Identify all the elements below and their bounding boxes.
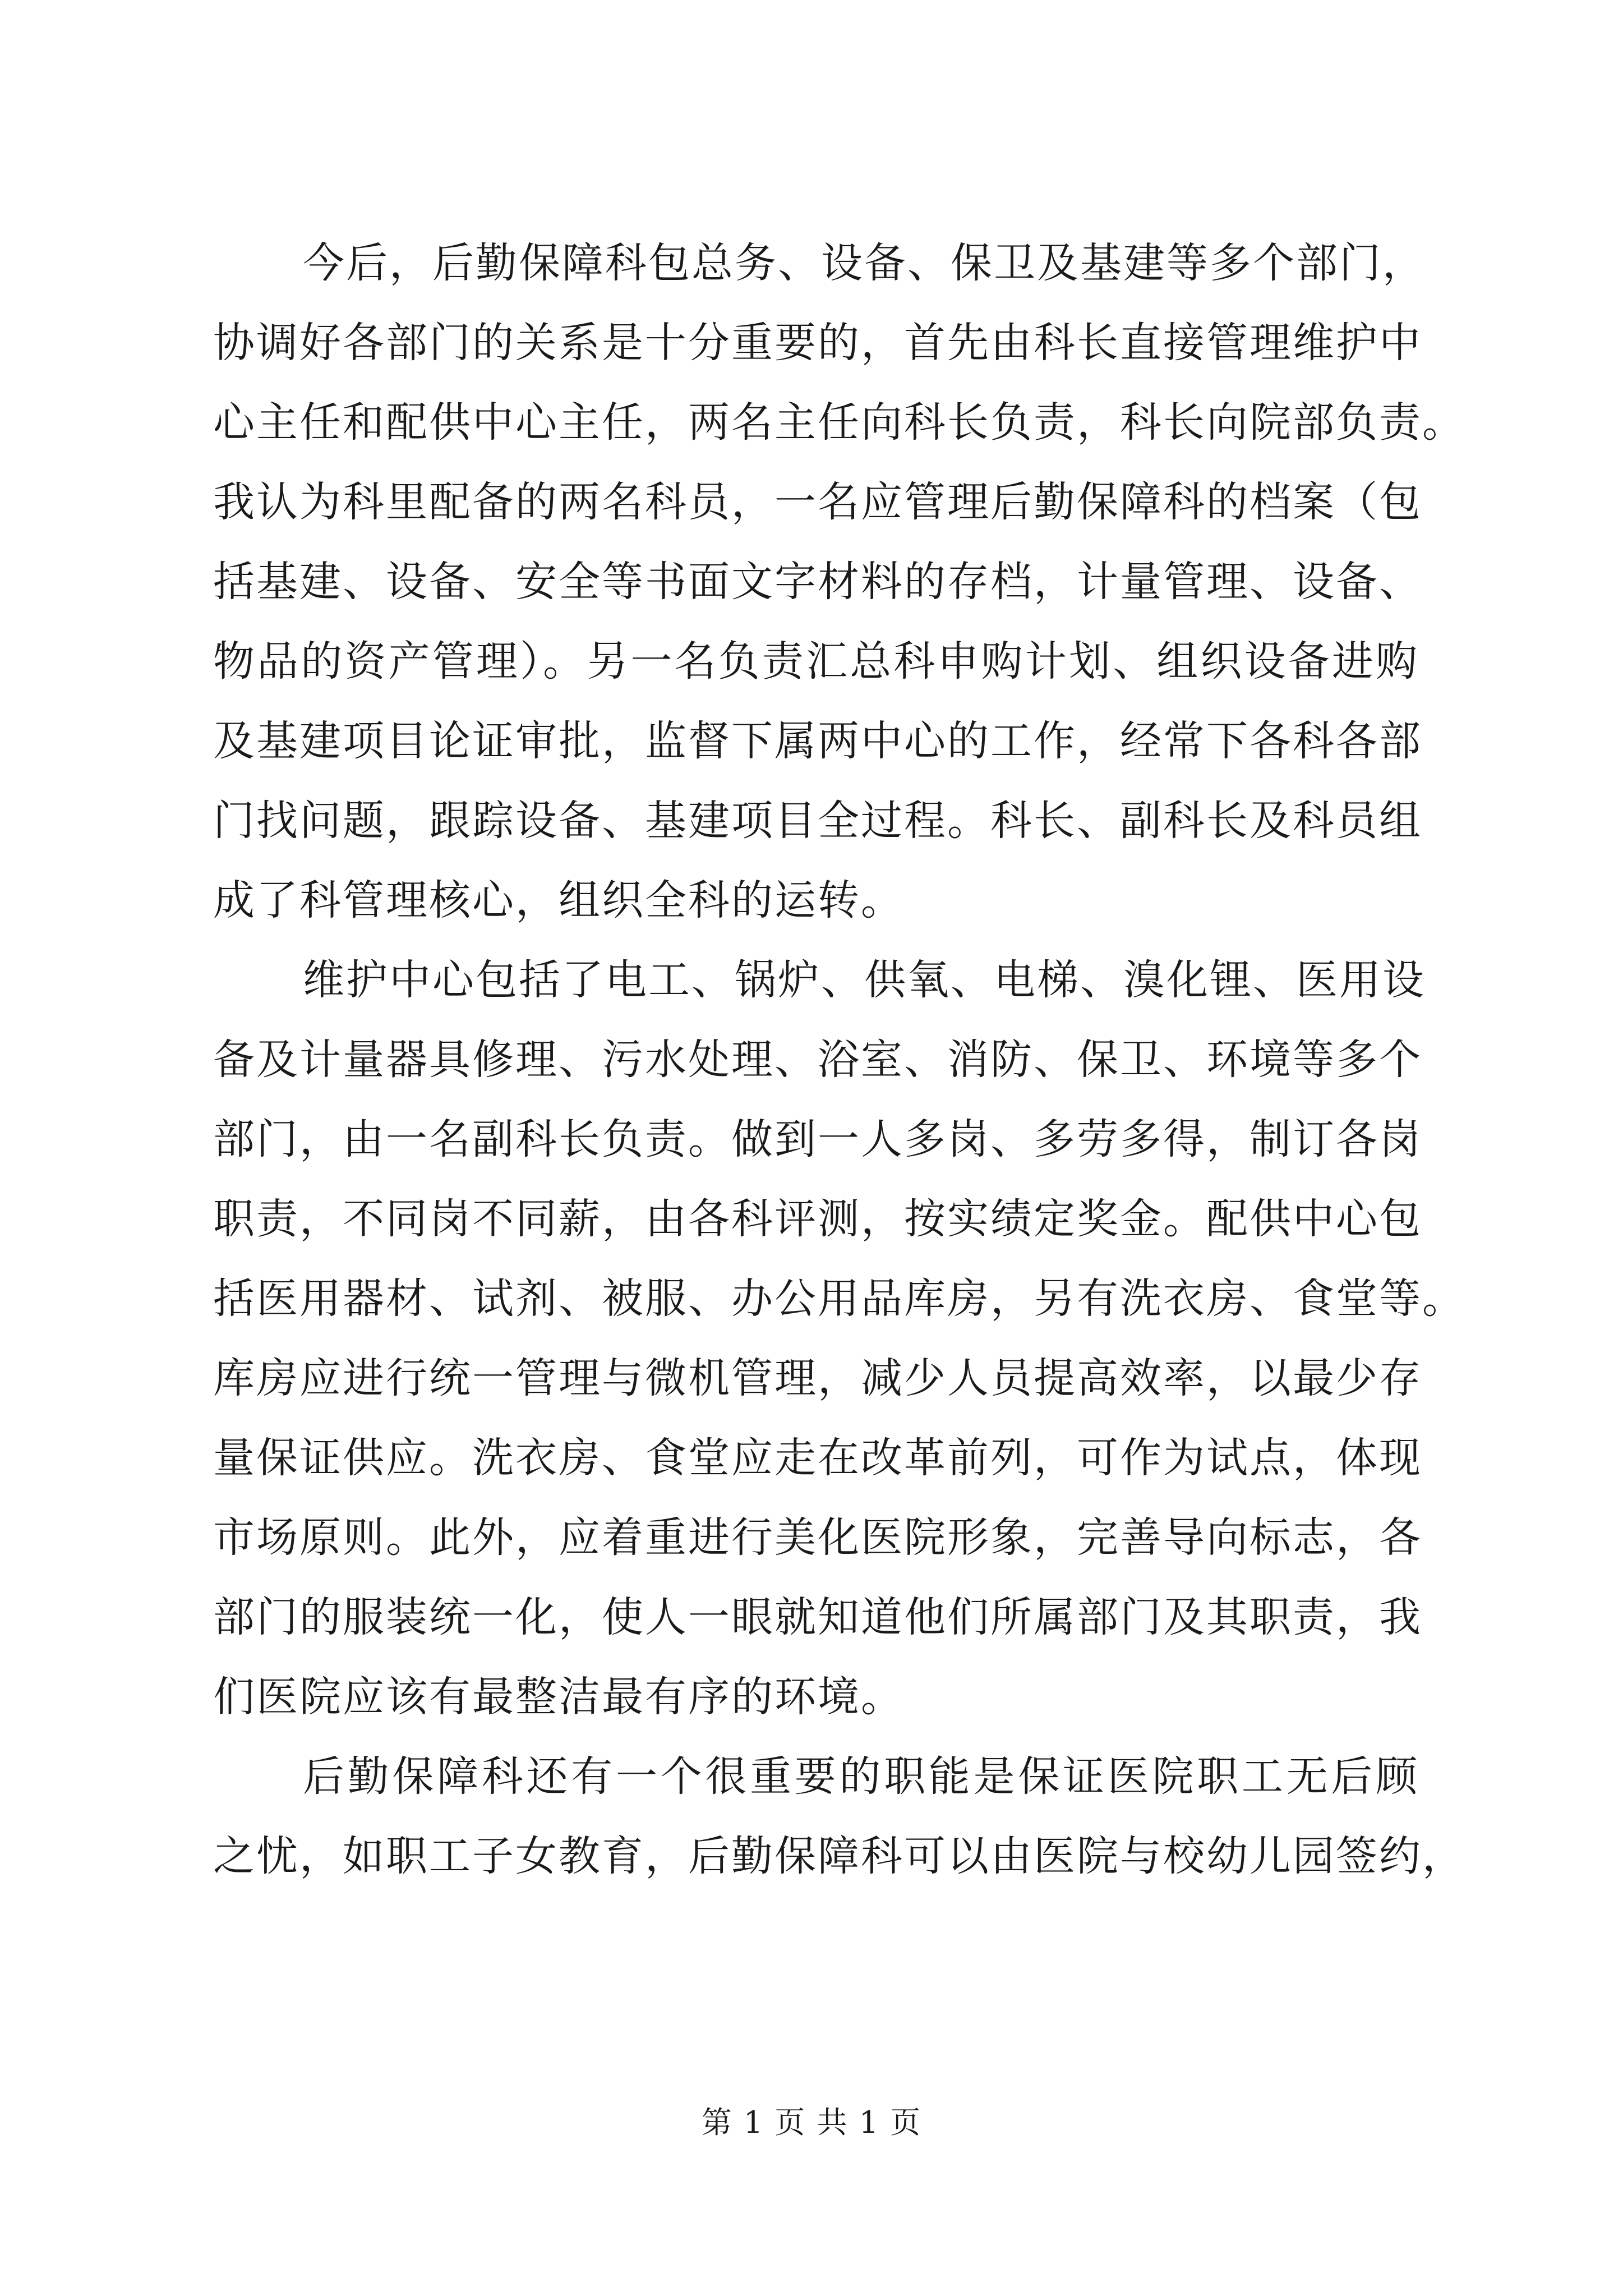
text-line: 物品的资产管理）。另一名负责汇总科申购计划、组织设备进购 xyxy=(213,637,1419,685)
text-line: 部门的服装统一化，使人一眼就知道他们所属部门及其职责，我 xyxy=(213,1593,1422,1641)
text-line: 维护中心包括了电工、锅炉、供氧、电梯、溴化锂、医用设 xyxy=(303,956,1426,1004)
text-line: 括基建、设备、安全等书面文字材料的存档，计量管理、设备、 xyxy=(213,558,1422,606)
page-footer: 第 1 页 共 1 页 xyxy=(701,2105,922,2140)
text-line: 括医用器材、试剂、被服、办公用品库房，另有洗衣房、食堂等。 xyxy=(213,1274,1465,1323)
text-line: 后勤保障科还有一个很重要的职能是保证医院职工无后顾 xyxy=(303,1752,1419,1801)
text-line: 之忧，如职工子女教育，后勤保障科可以由医院与校幼儿园签约， xyxy=(213,1832,1465,1880)
text-line: 量保证供应。洗衣房、食堂应走在改革前列，可作为试点，体现 xyxy=(213,1434,1422,1482)
text-line: 及基建项目论证审批，监督下属两中心的工作，经常下各科各部 xyxy=(213,717,1422,765)
paragraph-1 xyxy=(213,223,1465,940)
text-line: 库房应进行统一管理与微机管理，减少人员提高效率，以最少存 xyxy=(213,1354,1422,1402)
text-line: 我认为科里配备的两名科员，一名应管理后勤保障科的档案（包 xyxy=(213,478,1422,526)
text-line: 职责，不同岗不同薪，由各科评测，按实绩定奖金。配供中心包 xyxy=(213,1195,1422,1243)
text-line: 成了科管理核心，组织全科的运转。 xyxy=(213,876,904,924)
text-line: 们医院应该有最整洁最有序的环境。 xyxy=(213,1673,904,1721)
paragraph-3 xyxy=(213,1737,1465,1896)
paragraph-2 xyxy=(213,940,1465,1737)
text-line: 今后，后勤保障科包总务、设备、保卫及基建等多个部门， xyxy=(303,239,1426,287)
text-line: 门找问题，跟踪设备、基建项目全过程。科长、副科长及科员组 xyxy=(213,797,1422,845)
text-line: 协调好各部门的关系是十分重要的，首先由科长直接管理维护中 xyxy=(213,319,1422,367)
text-line: 市场原则。此外，应着重进行美化医院形象，完善导向标志，各 xyxy=(213,1513,1422,1562)
document-body xyxy=(213,223,1465,1896)
text-line: 备及计量器具修理、污水处理、浴室、消防、保卫、环境等多个 xyxy=(213,1036,1422,1084)
text-line: 部门，由一名副科长负责。做到一人多岗、多劳多得，制订各岗 xyxy=(213,1115,1422,1163)
text-line: 心主任和配供中心主任，两名主任向科长负责，科长向院部负责。 xyxy=(213,398,1465,447)
